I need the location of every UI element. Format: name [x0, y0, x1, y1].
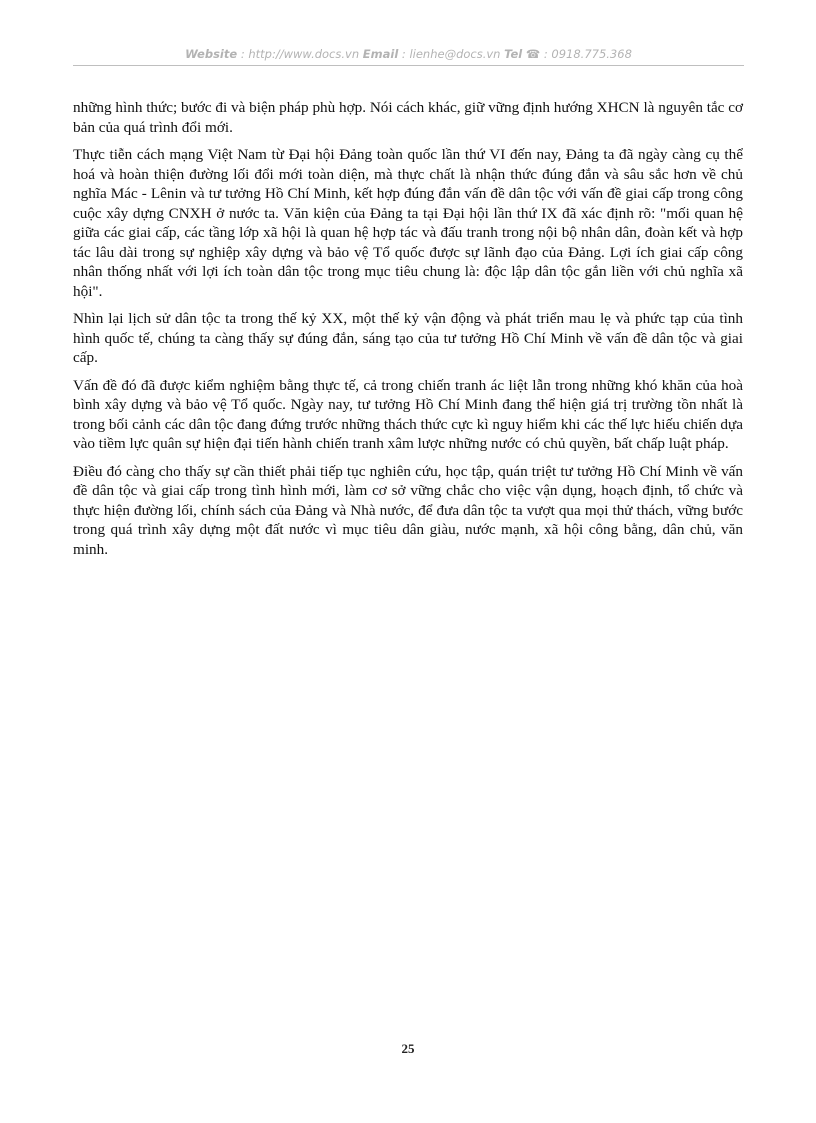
paragraph: Nhìn lại lịch sử dân tộc ta trong thế kỷ XX, một thế kỷ vận động và phát triển mau lẹ và phức tạp của tình hình quốc tế, chúng ta càng thấy sự đúng đắn, sáng tạo của tư tưởng Hồ Chí Minh về vấn đề dân tộc và giai cấp.	[73, 310, 743, 366]
document-body	[73, 98, 743, 567]
page-header	[73, 46, 744, 62]
website-label: Website	[185, 47, 238, 61]
paragraph: Điều đó càng cho thấy sự cần thiết phải tiếp tục nghiên cứu, học tập, quán triệt tư tưởng Hồ Chí Minh về vấn đề dân tộc và giai cấp trong tình hình mới, làm cơ sở vững chắc cho việc vận dụng, hoạch định, tổ chức và thực hiện đường lối, chính sách của Đảng và Nhà nước, để đưa dân tộc ta vượt qua mọi thử thách, vững bước trong quá trình xây dựng một đất nước vì mục tiêu dân giàu, nước mạnh, xã hội công bằng, dân chủ, văn minh.	[73, 462, 743, 558]
email-label: Email	[362, 47, 399, 61]
phone-icon: ☎	[525, 47, 541, 61]
website-url: : http://www.docs.vn	[237, 47, 363, 61]
tel-label: Tel	[504, 47, 523, 61]
tel-number: : 0918.775.368	[540, 47, 632, 61]
paragraph: Thực tiễn cách mạng Việt Nam từ Đại hội Đảng toàn quốc lần thứ VI đến nay, Đảng ta đã ngày càng cụ thể hoá và hoàn thiện đường lối đổi mới toàn diện, mà thực chất là nhận thức đúng đắn và sâu sắc hơn về chủ nghĩa Mác - Lênin và tư tưởng Hồ Chí Minh, kết hợp đúng đắn vấn đề dân tộc với vấn đề giai cấp trong công cuộc xây dựng CNXH ở nước ta. Văn kiện của Đảng ta tại Đại hội lần thứ IX đã xác định rõ: "mối quan hệ giữa các giai cấp, các tầng lớp xã hội là quan hệ hợp tác và đấu tranh trong nội bộ nhân dân, đoàn kết và hợp tác lâu dài trong sự nghiệp xây dựng và bảo vệ Tổ quốc được sự lãnh đạo của Đảng. Lợi ích giai cấp công nhân thống nhất với lợi ích toàn dân tộc trong mục tiêu chung là: độc lập dân tộc gắn liền với chủ nghĩa xã hội".	[73, 146, 743, 300]
header-divider	[73, 65, 744, 66]
paragraph: Vấn đề đó đã được kiểm nghiệm bằng thực tế, cả trong chiến tranh ác liệt lẫn trong những khó khăn của hoà bình xây dựng và bảo vệ Tổ quốc. Ngày nay, tư tưởng Hồ Chí Minh đang thể hiện giá trị trường tồn nhất là trong bối cảnh các dân tộc đang đứng trước những thách thức cực kì nguy hiểm khi các thế lực hiếu chiến dựa vào tiềm lực quân sự hiện đại tiến hành chiến tranh xâm lược những nước có chủ quyền, bất chấp luật pháp.	[73, 376, 743, 452]
paragraph: những hình thức; bước đi và biện pháp phù hợp. Nói cách khác, giữ vững định hướng XHCN là nguyên tắc cơ bản của quá trình đổi mới.	[73, 99, 743, 136]
page-number: 25	[401, 1041, 415, 1056]
email-address: : lienhe@docs.vn	[398, 47, 505, 61]
